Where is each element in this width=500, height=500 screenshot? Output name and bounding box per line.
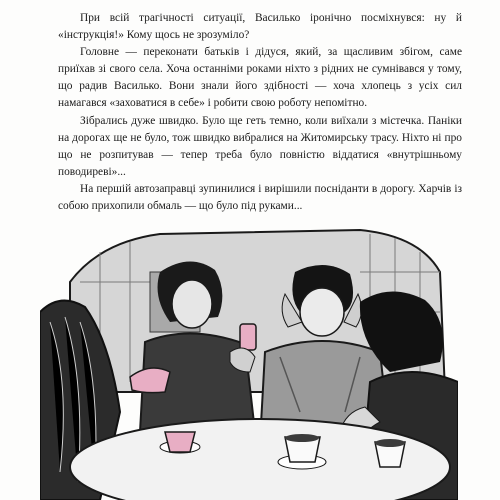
- illustration-drawing: [40, 212, 458, 500]
- paragraph-4: На першій автозаправці зупинилися і вирішили посніданти в дорогу. Харчів із собою прихопили обмаль — що було під руками...: [58, 182, 462, 213]
- paragraph-1: При всій трагічності ситуації, Василько іронічно посміхнувся: ну й «інструкція!» Кому щось не зрозуміло?: [58, 12, 462, 42]
- phone-icon: [240, 324, 256, 350]
- paragraph-2: Головне — переконати батьків і дідуся, який, за щасливим збігом, саме приїхав зі свого села. Хоча останніми роками ніхто з рідних не сумнівався у тому, що радив Василько. Вони знали його здібності — хоча хлопець з усіх сил намагався «заховатися в себе» і робити свою роботу непомітно.: [58, 46, 462, 110]
- coffee-cup-left: [160, 432, 200, 453]
- body-text: [58, 10, 462, 215]
- cafe-scene-illustration: [40, 212, 458, 500]
- coffee-cup-right: [375, 439, 405, 467]
- paragraph-3: Зібрались дуже швидко. Було ще геть темно, коли виїхали з містечка. Паніки на дорогах ще не було, тож швидко вибралися на Житомирську трасу. Ніхто ні про що не розпитував — тепер треба було повністю віддатися «внутрішньому поводиреві»...: [58, 114, 462, 178]
